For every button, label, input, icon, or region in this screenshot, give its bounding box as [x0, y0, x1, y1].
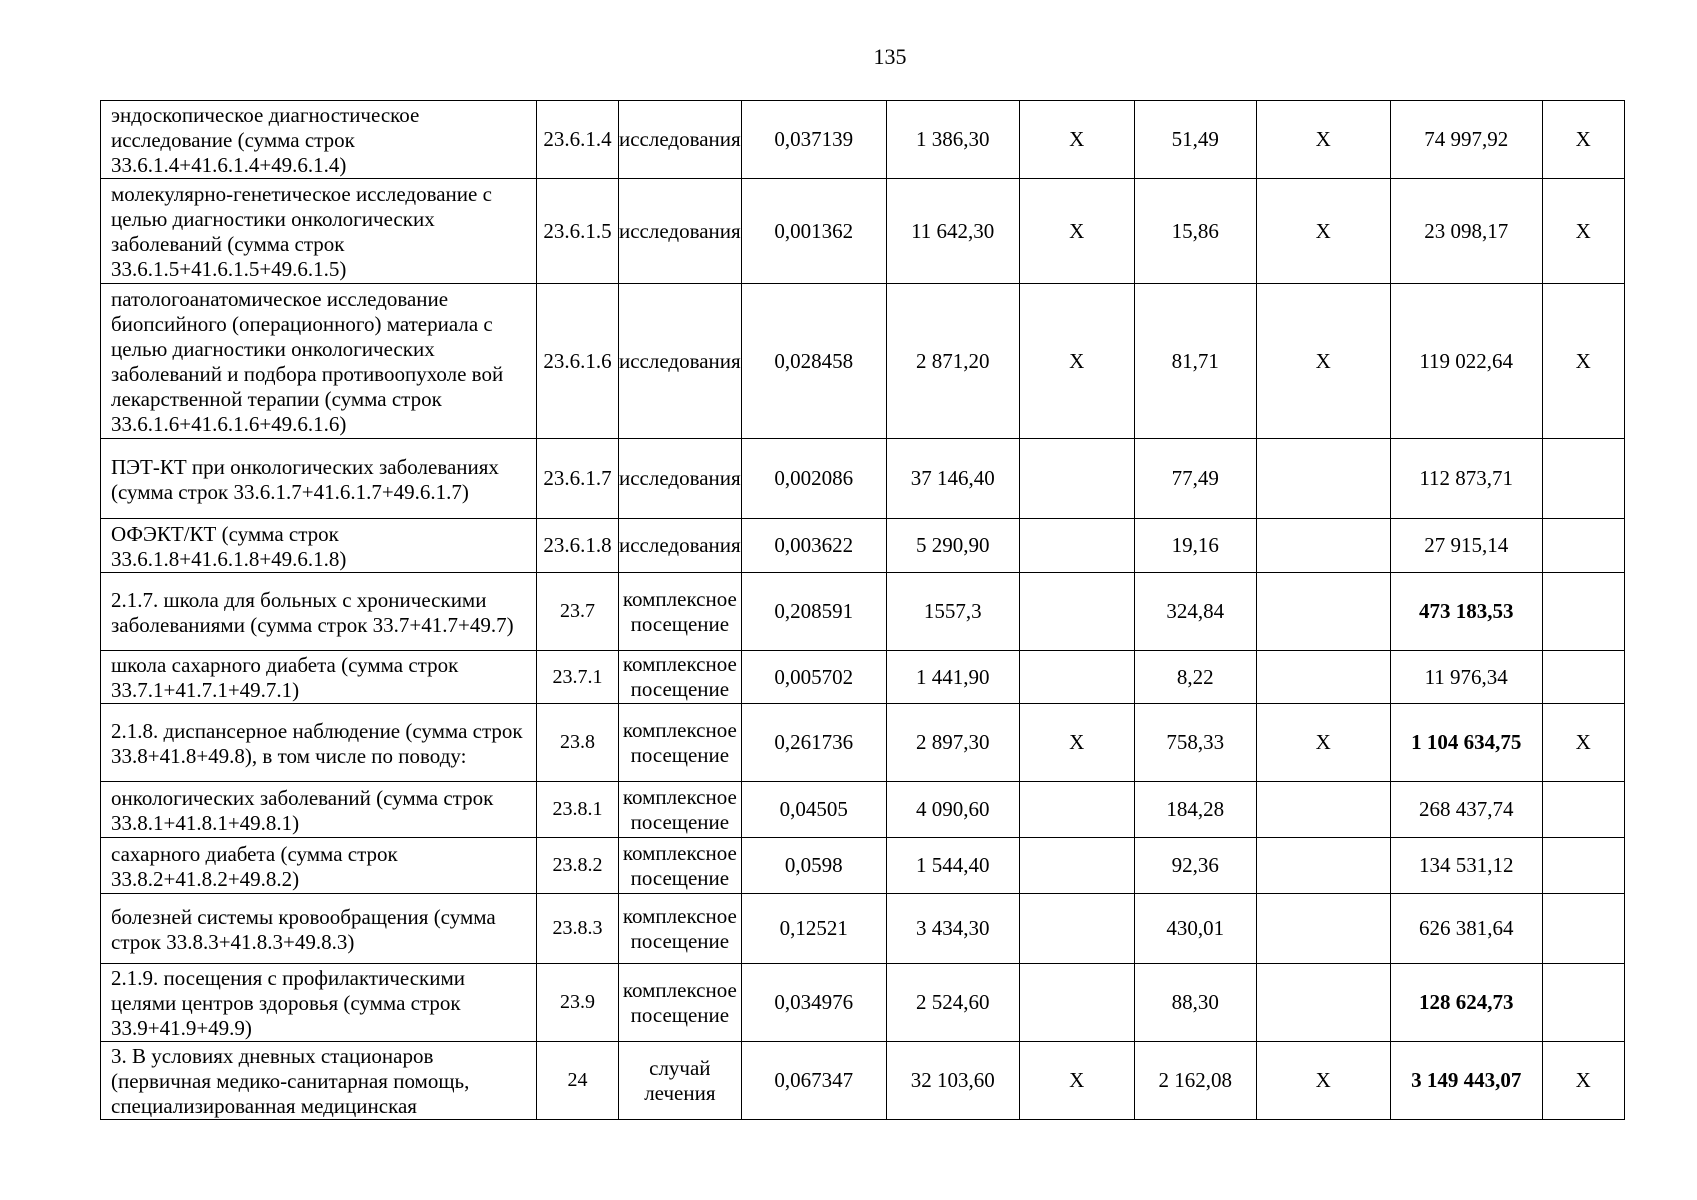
- row-mark-cell: [1256, 179, 1390, 284]
- row-mark-cell: [1019, 284, 1134, 439]
- row-unit-text: исследования: [619, 348, 741, 373]
- row-total-cell: [1390, 782, 1542, 838]
- row-cost-text: 11 642,30: [911, 218, 995, 243]
- row-mark-text: X: [1575, 1068, 1591, 1092]
- row-mark-text: X: [1315, 348, 1331, 373]
- row-code-text: 24: [567, 1069, 588, 1091]
- row-per-capita-text: 430,01: [1166, 916, 1225, 940]
- row-unit-text: исследования: [619, 466, 741, 490]
- row-total-cell: [1390, 894, 1542, 964]
- row-name-text: ОФЭКТ/КТ (сумма строк 33.6.1.8+41.6.1.8+49.6.1.8): [111, 521, 347, 571]
- row-norm-text: 0,005702: [774, 664, 854, 689]
- table-row: [101, 651, 1625, 704]
- row-mark-cell: [1256, 439, 1390, 519]
- row-code-text: 23.6.1.4: [543, 127, 612, 151]
- row-norm-cell: [741, 284, 886, 439]
- row-per-capita-text: 15,86: [1171, 218, 1219, 243]
- row-total-cell: [1390, 439, 1542, 519]
- row-code-text: 23.8.2: [552, 854, 603, 876]
- row-mark-cell: [1542, 439, 1624, 519]
- row-unit-cell: [619, 519, 742, 573]
- row-name-cell: [101, 573, 537, 651]
- row-code-text: 23.8: [560, 731, 595, 753]
- row-norm-cell: [741, 519, 886, 573]
- row-mark-text: X: [1069, 1068, 1085, 1092]
- row-mark-cell: [1019, 964, 1134, 1042]
- row-cost-cell: [886, 838, 1019, 894]
- row-mark-cell: [1542, 651, 1624, 704]
- row-total-cell: [1390, 964, 1542, 1042]
- row-name-cell: [101, 284, 537, 439]
- row-name-text: молекулярно-генетическое исследование с целью диагностики онкологических заболеваний (сумма строк 33.6.1.5+41.6.1.5+49.6.1.5): [111, 182, 492, 281]
- row-total-text: 3 149 443,07: [1411, 1068, 1522, 1092]
- row-cost-cell: [886, 782, 1019, 838]
- row-code-cell: [537, 519, 619, 573]
- row-cost-text: 4 090,60: [915, 797, 990, 821]
- row-cost-cell: [886, 179, 1019, 284]
- row-name-text: ПЭТ-КТ при онкологических заболеваниях (сумма строк 33.6.1.7+41.6.1.7+49.6.1.7): [111, 454, 499, 504]
- row-norm-cell: [741, 439, 886, 519]
- row-code-text: 23.8.1: [552, 798, 603, 820]
- row-per-capita-text: 324,84: [1166, 599, 1225, 623]
- row-mark-cell: [1542, 179, 1624, 284]
- row-name-cell: [101, 439, 537, 519]
- row-cost-cell: [886, 651, 1019, 704]
- row-total-text: 112 873,71: [1419, 466, 1514, 490]
- row-unit-text: комплексное посещение: [622, 652, 737, 701]
- row-cost-text: 3 434,30: [915, 916, 990, 940]
- row-code-text: 23.6.1.8: [543, 533, 612, 557]
- row-code-cell: [537, 704, 619, 782]
- table-row: [101, 284, 1625, 439]
- row-per-capita-text: 758,33: [1166, 730, 1225, 754]
- row-mark-cell: [1019, 838, 1134, 894]
- row-norm-text: 0,067347: [774, 1068, 854, 1092]
- row-total-cell: [1390, 573, 1542, 651]
- table-row: [101, 838, 1625, 894]
- row-name-text: 3. В условиях дневных стационаров (первичная медико-санитарная помощь, специализированная медицинская: [111, 1044, 470, 1118]
- row-per-capita-cell: [1134, 519, 1256, 573]
- row-mark-text: X: [1069, 730, 1085, 754]
- row-mark-cell: [1019, 894, 1134, 964]
- row-mark-text: X: [1315, 1068, 1331, 1092]
- row-cost-text: 1 441,90: [915, 664, 990, 689]
- row-name-cell: [101, 704, 537, 782]
- row-mark-text: X: [1575, 348, 1591, 373]
- row-unit-text: исследования: [619, 533, 741, 557]
- row-per-capita-text: 184,28: [1166, 797, 1225, 821]
- row-mark-cell: [1256, 101, 1390, 179]
- row-mark-cell: [1256, 573, 1390, 651]
- row-unit-cell: [619, 838, 742, 894]
- row-code-cell: [537, 964, 619, 1042]
- row-per-capita-text: 51,49: [1171, 127, 1219, 151]
- row-mark-cell: [1256, 704, 1390, 782]
- row-name-text: эндоскопическое диагностическое исследование (сумма строк 33.6.1.4+41.6.1.4+49.6.1.4): [111, 103, 420, 177]
- row-code-cell: [537, 651, 619, 704]
- row-total-text: 626 381,64: [1418, 916, 1514, 940]
- row-mark-cell: [1542, 1042, 1624, 1120]
- row-norm-text: 0,034976: [774, 990, 854, 1014]
- row-norm-cell: [741, 179, 886, 284]
- row-cost-text: 37 146,40: [910, 466, 995, 490]
- row-total-text: 1 104 634,75: [1411, 730, 1522, 754]
- row-total-text: 134 531,12: [1418, 853, 1514, 877]
- row-total-cell: [1390, 651, 1542, 704]
- row-total-cell: [1390, 704, 1542, 782]
- row-cost-cell: [886, 101, 1019, 179]
- row-name-text: болезней системы кровообращения (сумма строк 33.8.3+41.8.3+49.8.3): [111, 904, 496, 954]
- page-number: 135: [873, 44, 907, 69]
- row-unit-cell: [619, 651, 742, 704]
- row-cost-cell: [886, 439, 1019, 519]
- row-mark-cell: [1019, 782, 1134, 838]
- table-row: [101, 964, 1625, 1042]
- row-unit-cell: [619, 284, 742, 439]
- row-total-cell: [1390, 1042, 1542, 1120]
- row-cost-text: 2 897,30: [915, 730, 990, 754]
- row-per-capita-text: 88,30: [1171, 990, 1219, 1014]
- row-cost-text: 1557,3: [923, 599, 982, 623]
- row-per-capita-cell: [1134, 573, 1256, 651]
- row-norm-cell: [741, 704, 886, 782]
- row-total-cell: [1390, 284, 1542, 439]
- row-per-capita-cell: [1134, 704, 1256, 782]
- row-norm-text: 0,002086: [774, 466, 854, 490]
- row-norm-cell: [741, 782, 886, 838]
- row-code-cell: [537, 894, 619, 964]
- row-mark-text: X: [1575, 218, 1591, 243]
- row-mark-cell: [1019, 573, 1134, 651]
- row-total-text: 119 022,64: [1419, 348, 1514, 373]
- row-mark-text: X: [1069, 127, 1085, 151]
- row-unit-text: комплексное посещение: [622, 586, 737, 636]
- table-row: [101, 179, 1625, 284]
- row-mark-cell: [1019, 519, 1134, 573]
- row-mark-text: X: [1575, 730, 1591, 754]
- row-mark-cell: [1542, 284, 1624, 439]
- row-name-text: патологоанатомическое исследование биопсийного (операционного) материала с целью диагностики онкологических заболеваний и подбора противоопухоле вой лекарственной терапии (сумма строк 33.6.1.6+41.6.1.6+49.6.1.6): [111, 287, 504, 436]
- row-name-cell: [101, 651, 537, 704]
- row-mark-cell: [1256, 651, 1390, 704]
- row-per-capita-text: 81,71: [1171, 348, 1219, 373]
- row-code-text: 23.9: [560, 991, 595, 1013]
- row-norm-text: 0,001362: [774, 218, 854, 243]
- row-mark-cell: [1019, 439, 1134, 519]
- row-name-text: сахарного диабета (сумма строк 33.8.2+41.8.2+49.8.2): [111, 841, 398, 891]
- row-norm-cell: [741, 838, 886, 894]
- row-unit-text: комплексное посещение: [622, 717, 737, 767]
- row-name-text: 2.1.7. школа для больных с хроническими заболеваниями (сумма строк 33.7+41.7+49.7): [111, 587, 514, 637]
- row-norm-cell: [741, 573, 886, 651]
- row-total-text: 74 997,92: [1424, 127, 1509, 151]
- row-mark-text: X: [1575, 127, 1591, 151]
- row-norm-text: 0,0598: [784, 853, 843, 877]
- row-norm-text: 0,037139: [774, 127, 854, 151]
- row-name-cell: [101, 838, 537, 894]
- row-unit-cell: [619, 101, 742, 179]
- row-total-text: 473 183,53: [1418, 599, 1514, 623]
- row-per-capita-cell: [1134, 838, 1256, 894]
- row-code-text: 23.7: [560, 600, 595, 622]
- row-per-capita-cell: [1134, 964, 1256, 1042]
- row-code-cell: [537, 179, 619, 284]
- row-per-capita-cell: [1134, 651, 1256, 704]
- row-unit-cell: [619, 1042, 742, 1120]
- row-mark-cell: [1542, 894, 1624, 964]
- row-code-text: 23.7.1: [552, 665, 603, 688]
- row-unit-text: случай лечения: [644, 1055, 716, 1105]
- row-total-text: 268 437,74: [1418, 797, 1514, 821]
- row-code-cell: [537, 838, 619, 894]
- row-mark-cell: [1019, 179, 1134, 284]
- row-norm-cell: [741, 1042, 886, 1120]
- table-row: [101, 894, 1625, 964]
- row-cost-text: 5 290,90: [915, 533, 990, 557]
- row-cost-cell: [886, 894, 1019, 964]
- row-total-text: 11 976,34: [1424, 664, 1508, 689]
- row-unit-text: комплексное посещение: [622, 903, 737, 953]
- row-mark-text: X: [1069, 348, 1085, 373]
- row-code-cell: [537, 782, 619, 838]
- row-norm-text: 0,208591: [774, 599, 854, 623]
- row-unit-text: исследования: [619, 127, 741, 151]
- row-cost-cell: [886, 704, 1019, 782]
- row-cost-text: 1 386,30: [915, 127, 990, 151]
- table-body: [101, 101, 1625, 1120]
- row-code-cell: [537, 573, 619, 651]
- row-per-capita-cell: [1134, 284, 1256, 439]
- row-total-text: 27 915,14: [1424, 533, 1509, 557]
- table-row: [101, 782, 1625, 838]
- row-mark-cell: [1256, 964, 1390, 1042]
- row-cost-cell: [886, 573, 1019, 651]
- row-mark-cell: [1019, 651, 1134, 704]
- row-code-text: 23.8.3: [552, 917, 603, 939]
- row-cost-cell: [886, 1042, 1019, 1120]
- table-row: [101, 101, 1625, 179]
- row-norm-cell: [741, 964, 886, 1042]
- row-unit-cell: [619, 894, 742, 964]
- row-mark-text: X: [1315, 730, 1331, 754]
- row-per-capita-cell: [1134, 179, 1256, 284]
- row-name-cell: [101, 519, 537, 573]
- row-norm-text: 0,04505: [779, 797, 848, 821]
- row-cost-text: 1 544,40: [915, 853, 990, 877]
- row-mark-cell: [1542, 704, 1624, 782]
- row-unit-cell: [619, 179, 742, 284]
- row-code-text: 23.6.1.7: [543, 466, 612, 490]
- row-name-cell: [101, 782, 537, 838]
- row-unit-cell: [619, 964, 742, 1042]
- table-row: [101, 519, 1625, 573]
- row-name-cell: [101, 179, 537, 284]
- row-per-capita-cell: [1134, 101, 1256, 179]
- row-mark-cell: [1542, 964, 1624, 1042]
- row-mark-cell: [1542, 782, 1624, 838]
- row-total-text: 23 098,17: [1424, 218, 1509, 243]
- row-mark-cell: [1019, 704, 1134, 782]
- row-code-cell: [537, 439, 619, 519]
- row-name-cell: [101, 964, 537, 1042]
- row-mark-cell: [1256, 838, 1390, 894]
- row-mark-cell: [1256, 1042, 1390, 1120]
- row-mark-cell: [1256, 284, 1390, 439]
- row-norm-cell: [741, 651, 886, 704]
- row-mark-cell: [1542, 573, 1624, 651]
- row-code-text: 23.6.1.5: [543, 218, 612, 243]
- row-total-cell: [1390, 179, 1542, 284]
- row-mark-cell: [1256, 519, 1390, 573]
- row-norm-text: 0,12521: [779, 916, 848, 940]
- row-cost-text: 32 103,60: [910, 1068, 995, 1092]
- row-mark-cell: [1542, 101, 1624, 179]
- row-cost-cell: [886, 964, 1019, 1042]
- row-norm-text: 0,261736: [774, 730, 854, 754]
- row-mark-cell: [1019, 101, 1134, 179]
- row-unit-text: исследования: [619, 218, 741, 243]
- table-row: [101, 439, 1625, 519]
- row-per-capita-cell: [1134, 439, 1256, 519]
- table-row: [101, 573, 1625, 651]
- row-cost-cell: [886, 284, 1019, 439]
- row-unit-cell: [619, 782, 742, 838]
- row-name-text: 2.1.8. диспансерное наблюдение (сумма строк 33.8+41.8+49.8), в том числе по поводу:: [111, 718, 523, 768]
- row-unit-text: комплексное посещение: [622, 977, 737, 1027]
- row-name-cell: [101, 1042, 537, 1120]
- row-mark-text: X: [1315, 127, 1331, 151]
- row-norm-cell: [741, 101, 886, 179]
- row-name-text: школа сахарного диабета (сумма строк 33.7.1+41.7.1+49.7.1): [111, 653, 459, 702]
- row-per-capita-cell: [1134, 782, 1256, 838]
- row-name-cell: [101, 101, 537, 179]
- row-per-capita-text: 2 162,08: [1158, 1068, 1232, 1092]
- row-mark-cell: [1256, 894, 1390, 964]
- row-cost-text: 2 524,60: [915, 990, 990, 1014]
- row-per-capita-text: 77,49: [1171, 466, 1219, 490]
- row-code-cell: [537, 284, 619, 439]
- row-per-capita-text: 92,36: [1171, 853, 1219, 877]
- row-total-cell: [1390, 101, 1542, 179]
- row-cost-cell: [886, 519, 1019, 573]
- row-norm-text: 0,028458: [774, 348, 854, 373]
- row-code-cell: [537, 1042, 619, 1120]
- row-name-cell: [101, 894, 537, 964]
- row-mark-cell: [1542, 519, 1624, 573]
- row-mark-text: X: [1315, 218, 1331, 243]
- row-total-text: 128 624,73: [1418, 990, 1514, 1014]
- row-cost-text: 2 871,20: [915, 348, 990, 373]
- row-per-capita-text: 8,22: [1176, 664, 1214, 689]
- row-unit-cell: [619, 439, 742, 519]
- row-mark-cell: [1542, 838, 1624, 894]
- row-mark-cell: [1019, 1042, 1134, 1120]
- row-name-text: онкологических заболеваний (сумма строк 33.8.1+41.8.1+49.8.1): [111, 785, 494, 835]
- data-table: [100, 100, 1625, 1120]
- row-per-capita-cell: [1134, 1042, 1256, 1120]
- row-unit-cell: [619, 704, 742, 782]
- row-per-capita-text: 19,16: [1171, 533, 1219, 557]
- row-norm-cell: [741, 894, 886, 964]
- row-per-capita-cell: [1134, 894, 1256, 964]
- row-mark-text: X: [1069, 218, 1085, 243]
- row-unit-text: комплексное посещение: [622, 840, 737, 890]
- row-mark-cell: [1256, 782, 1390, 838]
- row-norm-text: 0,003622: [774, 533, 854, 557]
- row-total-cell: [1390, 519, 1542, 573]
- row-name-text: 2.1.9. посещения с профилактическими целями центров здоровья (сумма строк 33.9+41.9+49.9): [111, 966, 466, 1040]
- row-total-cell: [1390, 838, 1542, 894]
- row-unit-cell: [619, 573, 742, 651]
- table-row: [101, 704, 1625, 782]
- row-code-text: 23.6.1.6: [543, 348, 612, 373]
- row-code-cell: [537, 101, 619, 179]
- row-unit-text: комплексное посещение: [622, 784, 737, 834]
- table-row: [101, 1042, 1625, 1120]
